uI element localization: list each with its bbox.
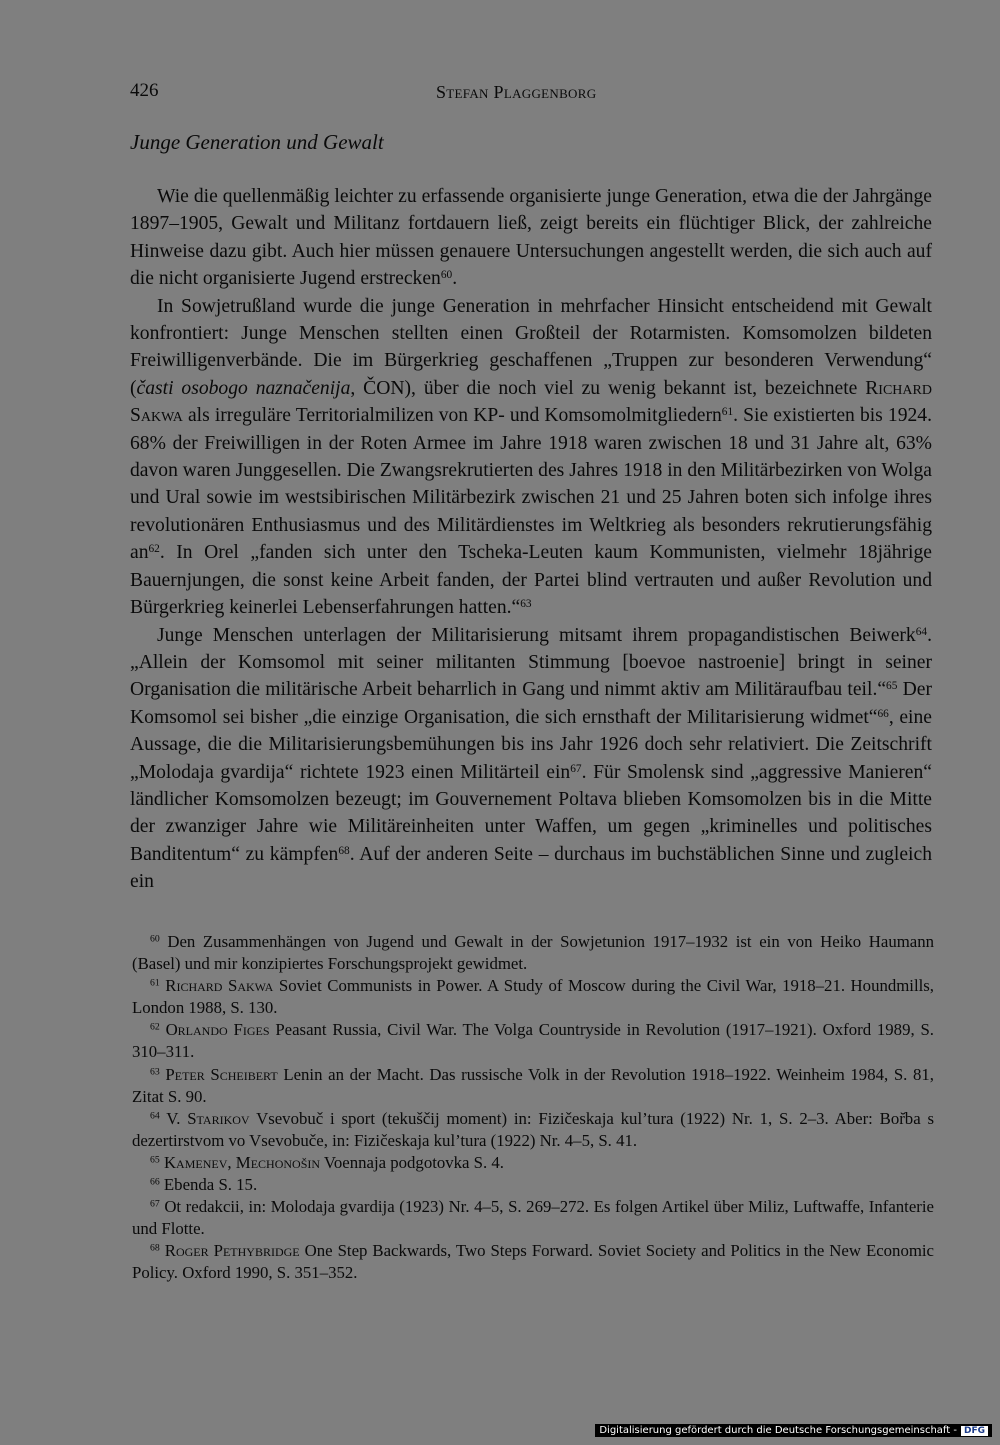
paragraph-text: . Für Smolensk sind „aggressive Manieren“ ländlicher Komsomolzen bezeugt; im Gouvernement Poltava blieben Komsomolzen bis in die Mitte der zwanziger Jahre wie Militäreinheiten unter Waffen, um gegen „kriminelles und politisches Banditentum“ zu kämpfen <box>130 761 932 865</box>
footnote-number: 62 <box>150 1022 160 1034</box>
footnote-text: Soviet Communists in Power. A Study of Moscow during the Civil War, 1918–21. Houndmills, London 1988, S. 130. <box>132 976 935 1018</box>
footnote-ref[interactable]: 62 <box>148 543 160 556</box>
footnote-number: 63 <box>150 1066 160 1078</box>
footnote-68 <box>132 1240 934 1284</box>
footnote-64 <box>132 1108 934 1152</box>
page-number: 426 <box>130 80 159 101</box>
footnote-text: Den Zusammenhängen von Jugend und Gewalt in der Sowjetunion 1917–1932 ist ein von Heiko Haumann (Basel) und mir konzipiertes Forschungsprojekt gewidmet. <box>132 932 934 974</box>
footnote-ref[interactable]: 65 <box>886 680 898 693</box>
footnote-ref[interactable]: 66 <box>877 707 889 720</box>
credit-text: Digitalisierung gefördert durch die Deutsche Forschungsgemeinschaft - <box>599 1425 957 1436</box>
footnote-65 <box>132 1152 934 1174</box>
footnote-number: 60 <box>150 933 160 945</box>
footnotes <box>132 931 934 1285</box>
running-head-author: Stefan Plaggenborg <box>436 82 597 102</box>
footnote-text: One Step Backwards, Two Steps Forward. Soviet Society and Politics in the New Economic Policy. Oxford 1990, S. 351–352. <box>132 1241 935 1283</box>
body-text <box>130 183 932 896</box>
paragraph-text: als irreguläre Territorialmilizen von KP- und Komsomolmitgliedern <box>182 405 722 427</box>
footnote-author: Starikov <box>187 1108 250 1128</box>
italic-term: časti osobogo naznačenija <box>136 377 351 399</box>
paragraph-text: , ČON), über die noch viel zu wenig bekannt ist, bezeichnete <box>350 377 866 399</box>
footnote-number: 64 <box>150 1110 160 1122</box>
footnote-number: 61 <box>150 977 160 989</box>
paragraph-text: Der Komsomol sei bisher „die einzige Organisation, die sich ernsthaft der Militarisierung widmet“ <box>130 679 932 728</box>
footnote-number: 66 <box>150 1176 160 1188</box>
footnote-author: Roger Pethybridge <box>164 1241 300 1261</box>
footnote-63 <box>132 1064 934 1108</box>
paragraph-text: Wie die quellenmäßig leichter zu erfassende organisierte junge Generation, etwa die der Jahrgänge 1897–1905, Gewalt und Militanz fortdauern ließ, zeigt bereits ein flüchtiger Blick, der zahlreiche Hinweise dazu gibt. Auch hier müssen genauere Untersuchungen angestellt werden, die sich auch auf die nicht organisierte Jugend erstrecken <box>130 186 932 290</box>
footnote-60 <box>132 931 934 975</box>
paragraph-text: In Sowjetrußland wurde die junge Generation in mehrfacher Hinsicht entscheidend mit Gewalt konfrontiert: Junge Menschen stellten einen Großteil der Rotarmisten. Komsomolzen bildeten Freiwilligenverbände. Die im Bürgerkrieg geschaffenen „Truppen zur besonderen Verwendung“ ( <box>130 295 932 399</box>
paragraph-3 <box>130 622 932 896</box>
footnote-text: Voennaja podgotovka S. 4. <box>320 1152 504 1172</box>
footnote-number: 65 <box>150 1154 160 1166</box>
footnote-61 <box>132 975 934 1019</box>
footnote-67 <box>132 1196 934 1240</box>
footnote-ref[interactable]: 63 <box>520 597 532 610</box>
footnote-author: Richard Sakwa <box>165 976 274 996</box>
footnote-author: Orlando Figes <box>165 1020 270 1040</box>
footnote-ref[interactable]: 68 <box>338 844 350 857</box>
footnote-ref[interactable]: 64 <box>915 625 928 638</box>
footnote-number: 67 <box>150 1198 160 1210</box>
paragraph-text: Junge Menschen unterlagen der Militarisierung mitsamt ihrem propagandistischen Beiwerk <box>157 624 916 646</box>
paragraph-text: , eine Aussage, die die Militarisierungsbemühungen bis ins Jahr 1926 doch sehr relativiert. Die Zeitschrift „Molodaja gvardija“ richtete 1923 einen Militärteil ein <box>130 706 932 783</box>
footnote-62 <box>132 1019 934 1063</box>
footnote-text: V. <box>159 1108 188 1128</box>
paragraph-text: . <box>452 268 458 290</box>
footnote-66 <box>132 1174 934 1196</box>
footnote-text: Peasant Russia, Civil War. The Volga Countryside in Revolution (1917–1921). Oxford 1989, S. 310–311. <box>132 1020 935 1062</box>
paragraph-text: . Auf der anderen Seite – durchaus im buchstäblichen Sinne und zugleich ein <box>130 843 932 893</box>
paragraph-text: . In Orel „fanden sich unter den Tscheka-Leuten kaum Kommunisten, vielmehr 18jährige Bauernjungen, die sonst keine Arbeit fanden, der Partei blind vertrauten und außer Revolution und Bürgerkrieg keinerlei Lebenserfahrungen hatten.“ <box>130 542 932 619</box>
footnote-text: Vsevobuč i sport (tekuščij moment) in: Fizičeskaja kul’tura (1922) Nr. 1, S. 2–3. Aber: Bor̆ba s dezertirstvom vo Vsevobuče, in: Fizičeskaja kul’tura (1922) Nr. 4–5, S. 41. <box>132 1108 934 1150</box>
paragraph-text: . Sie existierten bis 1924. 68% der Freiwilligen in der Roten Armee im Jahre 1918 waren zwischen 18 und 31 Jahre alt, 63% davon waren Junggesellen. Die Zwangsrekrutierten des Jahres 1918 in den Militärbezirken von Wolga und Ural sowie im westsibirischen Militärbezirk zwischen 21 und 25 Jahren boten sich infolge ihres revolutionären Enthusiasmus und des Militärdienstes im Weltkrieg als besonders rekrutierungsfähig an <box>130 405 932 564</box>
digitization-credit <box>595 1424 992 1437</box>
footnote-ref[interactable]: 61 <box>721 406 734 418</box>
footnote-ref[interactable]: 60 <box>440 268 453 281</box>
dfg-logo: DFG <box>961 1426 988 1436</box>
section-title: Junge Generation und Gewalt <box>130 130 384 154</box>
footnote-text: Ot redakcii, in: Molodaja gvardija (1923) Nr. 4–5, S. 269–272. Es folgen Artikel über Miliz, Luftwaffe, Infanterie und Flotte. <box>132 1197 934 1239</box>
paragraph-1 <box>130 183 932 293</box>
footnote-author: Kamenev, Mechonošin <box>163 1152 321 1172</box>
footnote-author: Peter Scheibert <box>165 1064 278 1084</box>
footnote-number: 68 <box>150 1242 160 1254</box>
author-name: Richard Sakwa <box>130 377 932 427</box>
paragraph-text: . „Allein der Komsomol mit seiner militanten Stimmung [boevoe nastroenie] bringt in seiner Organisation die militärische Arbeit beharrlich in Gang und nimmt aktiv am Militäraufbau teil.“ <box>130 624 932 701</box>
footnote-text: Ebenda S. 15. <box>159 1175 258 1195</box>
paragraph-2 <box>130 293 932 622</box>
footnote-ref[interactable]: 67 <box>570 762 582 775</box>
footnote-text: Lenin an der Macht. Das russische Volk in der Revolution 1918–1922. Weinheim 1984, S. 81, Zitat S. 90. <box>132 1064 934 1106</box>
